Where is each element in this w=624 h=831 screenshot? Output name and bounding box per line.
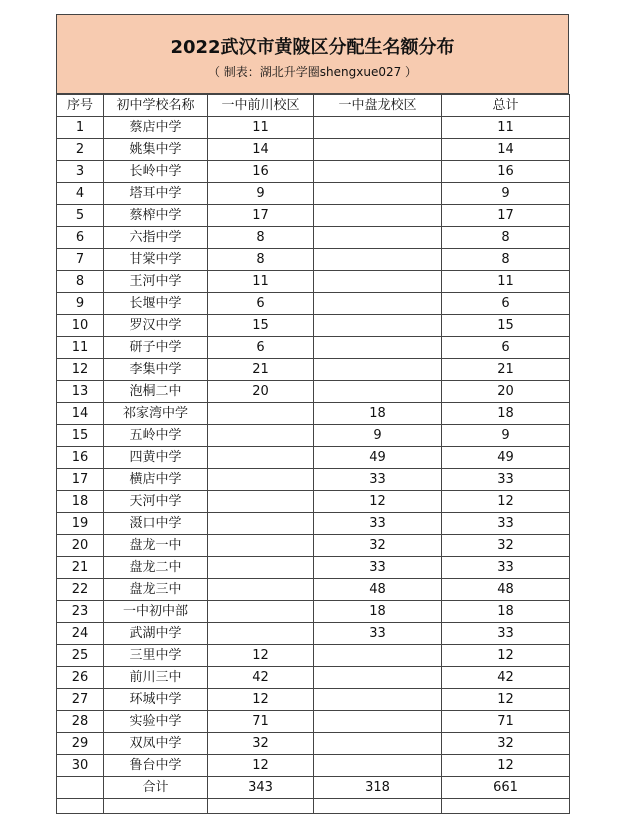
panlong-quota: [314, 161, 442, 183]
table-row: [57, 535, 570, 557]
qianchuan-quota: 20: [208, 381, 314, 403]
school-name: 李集中学: [104, 359, 208, 381]
row-number: 22: [57, 579, 104, 601]
panlong-quota: [314, 337, 442, 359]
table-row: [57, 623, 570, 645]
qianchuan-quota: 16: [208, 161, 314, 183]
row-number: 16: [57, 447, 104, 469]
school-name: 蔡店中学: [104, 117, 208, 139]
panlong-quota: 49: [314, 447, 442, 469]
panlong-quota: [314, 117, 442, 139]
school-name: 武湖中学: [104, 623, 208, 645]
allocation-table: [56, 94, 570, 814]
table-row: [57, 381, 570, 403]
qianchuan-quota: [208, 623, 314, 645]
qianchuan-quota: [208, 535, 314, 557]
totals-total: 661: [442, 777, 570, 799]
school-name: 实验中学: [104, 711, 208, 733]
row-number: 8: [57, 271, 104, 293]
qianchuan-quota: [208, 601, 314, 623]
row-number: 11: [57, 337, 104, 359]
table-row: [57, 139, 570, 161]
row-number: 30: [57, 755, 104, 777]
table-row: [57, 491, 570, 513]
table-row: [57, 315, 570, 337]
total-quota: 48: [442, 579, 570, 601]
school-name: 前川三中: [104, 667, 208, 689]
panlong-quota: [314, 271, 442, 293]
qianchuan-quota: 8: [208, 227, 314, 249]
table-row: [57, 469, 570, 491]
table-row: [57, 403, 570, 425]
row-number: 14: [57, 403, 104, 425]
table-row: [57, 205, 570, 227]
totals-row: [57, 777, 570, 799]
panlong-quota: [314, 667, 442, 689]
qianchuan-quota: 12: [208, 689, 314, 711]
total-quota: 12: [442, 491, 570, 513]
row-number: 25: [57, 645, 104, 667]
row-number: 17: [57, 469, 104, 491]
panlong-quota: [314, 139, 442, 161]
row-number: 9: [57, 293, 104, 315]
school-name: 六指中学: [104, 227, 208, 249]
table-row: [57, 447, 570, 469]
table-row: [57, 271, 570, 293]
total-quota: 32: [442, 733, 570, 755]
school-name: 一中初中部: [104, 601, 208, 623]
table-row: [57, 667, 570, 689]
total-quota: 9: [442, 183, 570, 205]
qianchuan-quota: [208, 403, 314, 425]
total-quota: 6: [442, 293, 570, 315]
blank-cell: [314, 799, 442, 814]
panlong-quota: 9: [314, 425, 442, 447]
row-number: 24: [57, 623, 104, 645]
total-quota: 42: [442, 667, 570, 689]
qianchuan-quota: 15: [208, 315, 314, 337]
panlong-quota: [314, 645, 442, 667]
row-number: 28: [57, 711, 104, 733]
table-row: [57, 645, 570, 667]
row-number: 19: [57, 513, 104, 535]
school-name: 鲁台中学: [104, 755, 208, 777]
total-quota: 33: [442, 513, 570, 535]
panlong-quota: [314, 359, 442, 381]
row-number: 3: [57, 161, 104, 183]
blank-cell: [57, 799, 104, 814]
table-row: [57, 579, 570, 601]
qianchuan-quota: [208, 447, 314, 469]
school-name: 长堰中学: [104, 293, 208, 315]
total-quota: 6: [442, 337, 570, 359]
school-name: 天河中学: [104, 491, 208, 513]
panlong-quota: 32: [314, 535, 442, 557]
qianchuan-quota: 21: [208, 359, 314, 381]
school-name: 五岭中学: [104, 425, 208, 447]
panlong-quota: 33: [314, 469, 442, 491]
school-name: 塔耳中学: [104, 183, 208, 205]
column-header: 初中学校名称: [104, 95, 208, 117]
panlong-quota: [314, 293, 442, 315]
total-quota: 12: [442, 689, 570, 711]
table-row: [57, 711, 570, 733]
total-quota: 9: [442, 425, 570, 447]
total-quota: 20: [442, 381, 570, 403]
qianchuan-quota: 11: [208, 117, 314, 139]
total-quota: 12: [442, 645, 570, 667]
row-number: 7: [57, 249, 104, 271]
school-name: 王河中学: [104, 271, 208, 293]
qianchuan-quota: [208, 469, 314, 491]
total-quota: 16: [442, 161, 570, 183]
column-header: 总计: [442, 95, 570, 117]
school-name: 盘龙二中: [104, 557, 208, 579]
total-quota: 32: [442, 535, 570, 557]
totals-panlong: 318: [314, 777, 442, 799]
total-quota: 33: [442, 469, 570, 491]
school-name: 环城中学: [104, 689, 208, 711]
table-row: [57, 161, 570, 183]
row-number: 6: [57, 227, 104, 249]
total-quota: 18: [442, 601, 570, 623]
qianchuan-quota: 6: [208, 337, 314, 359]
school-name: 甘棠中学: [104, 249, 208, 271]
school-name: 祁家湾中学: [104, 403, 208, 425]
blank-row: [57, 799, 570, 814]
school-name: 研子中学: [104, 337, 208, 359]
school-name: 蔡榨中学: [104, 205, 208, 227]
row-number: 4: [57, 183, 104, 205]
panlong-quota: [314, 227, 442, 249]
panlong-quota: 18: [314, 601, 442, 623]
row-number: 18: [57, 491, 104, 513]
panlong-quota: 18: [314, 403, 442, 425]
row-number: 2: [57, 139, 104, 161]
panlong-quota: [314, 315, 442, 337]
qianchuan-quota: 17: [208, 205, 314, 227]
total-quota: 18: [442, 403, 570, 425]
row-number: 13: [57, 381, 104, 403]
row-number: 27: [57, 689, 104, 711]
page-title: 2022武汉市黄陂区分配生名额分布: [170, 37, 455, 58]
header-row: [57, 95, 570, 117]
qianchuan-quota: 12: [208, 755, 314, 777]
qianchuan-quota: 12: [208, 645, 314, 667]
panlong-quota: 48: [314, 579, 442, 601]
school-name: 姚集中学: [104, 139, 208, 161]
qianchuan-quota: 32: [208, 733, 314, 755]
qianchuan-quota: 9: [208, 183, 314, 205]
blank-cell: [442, 799, 570, 814]
school-name: 双凤中学: [104, 733, 208, 755]
panlong-quota: [314, 755, 442, 777]
page-subtitle: （ 制表：湖北升学圈shengxue027 ）: [207, 65, 418, 79]
table-row: [57, 227, 570, 249]
panlong-quota: 33: [314, 623, 442, 645]
panlong-quota: [314, 205, 442, 227]
total-quota: 33: [442, 557, 570, 579]
qianchuan-quota: 8: [208, 249, 314, 271]
column-header: 一中前川校区: [208, 95, 314, 117]
panlong-quota: 12: [314, 491, 442, 513]
spreadsheet: [56, 14, 569, 814]
row-number: 21: [57, 557, 104, 579]
qianchuan-quota: 11: [208, 271, 314, 293]
row-number: 26: [57, 667, 104, 689]
table-body: [57, 117, 570, 777]
total-quota: 17: [442, 205, 570, 227]
qianchuan-quota: [208, 557, 314, 579]
column-header: 序号: [57, 95, 104, 117]
qianchuan-quota: [208, 425, 314, 447]
row-number: 15: [57, 425, 104, 447]
school-name: 三里中学: [104, 645, 208, 667]
table-row: [57, 755, 570, 777]
blank-cell: [208, 799, 314, 814]
table-row: [57, 249, 570, 271]
qianchuan-quota: 6: [208, 293, 314, 315]
table-row: [57, 513, 570, 535]
row-number: 23: [57, 601, 104, 623]
school-name: 横店中学: [104, 469, 208, 491]
column-header: 一中盘龙校区: [314, 95, 442, 117]
school-name: 四黄中学: [104, 447, 208, 469]
row-number: 29: [57, 733, 104, 755]
school-name: 滠口中学: [104, 513, 208, 535]
total-quota: 49: [442, 447, 570, 469]
title-banner: [56, 14, 569, 94]
qianchuan-quota: 14: [208, 139, 314, 161]
total-quota: 15: [442, 315, 570, 337]
total-quota: 11: [442, 117, 570, 139]
table-row: [57, 359, 570, 381]
table-row: [57, 601, 570, 623]
total-quota: 33: [442, 623, 570, 645]
table-row: [57, 183, 570, 205]
table-row: [57, 337, 570, 359]
total-quota: 14: [442, 139, 570, 161]
total-quota: 21: [442, 359, 570, 381]
total-quota: 11: [442, 271, 570, 293]
panlong-quota: 33: [314, 557, 442, 579]
table-row: [57, 425, 570, 447]
table-row: [57, 557, 570, 579]
table-row: [57, 293, 570, 315]
table-row: [57, 117, 570, 139]
qianchuan-quota: [208, 579, 314, 601]
panlong-quota: [314, 381, 442, 403]
blank-cell: [104, 799, 208, 814]
table-row: [57, 689, 570, 711]
table-row: [57, 733, 570, 755]
qianchuan-quota: 71: [208, 711, 314, 733]
total-quota: 8: [442, 227, 570, 249]
school-name: 盘龙一中: [104, 535, 208, 557]
panlong-quota: [314, 183, 442, 205]
panlong-quota: 33: [314, 513, 442, 535]
qianchuan-quota: 42: [208, 667, 314, 689]
row-number: 1: [57, 117, 104, 139]
row-number: 12: [57, 359, 104, 381]
school-name: 长岭中学: [104, 161, 208, 183]
panlong-quota: [314, 711, 442, 733]
row-number: 10: [57, 315, 104, 337]
total-quota: 71: [442, 711, 570, 733]
qianchuan-quota: [208, 513, 314, 535]
totals-qianchuan: 343: [208, 777, 314, 799]
row-number: 5: [57, 205, 104, 227]
total-quota: 12: [442, 755, 570, 777]
panlong-quota: [314, 733, 442, 755]
school-name: 盘龙三中: [104, 579, 208, 601]
panlong-quota: [314, 689, 442, 711]
totals-label: 合计: [104, 777, 208, 799]
panlong-quota: [314, 249, 442, 271]
school-name: 泡桐二中: [104, 381, 208, 403]
school-name: 罗汉中学: [104, 315, 208, 337]
total-quota: 8: [442, 249, 570, 271]
totals-index-cell: [57, 777, 104, 799]
row-number: 20: [57, 535, 104, 557]
qianchuan-quota: [208, 491, 314, 513]
